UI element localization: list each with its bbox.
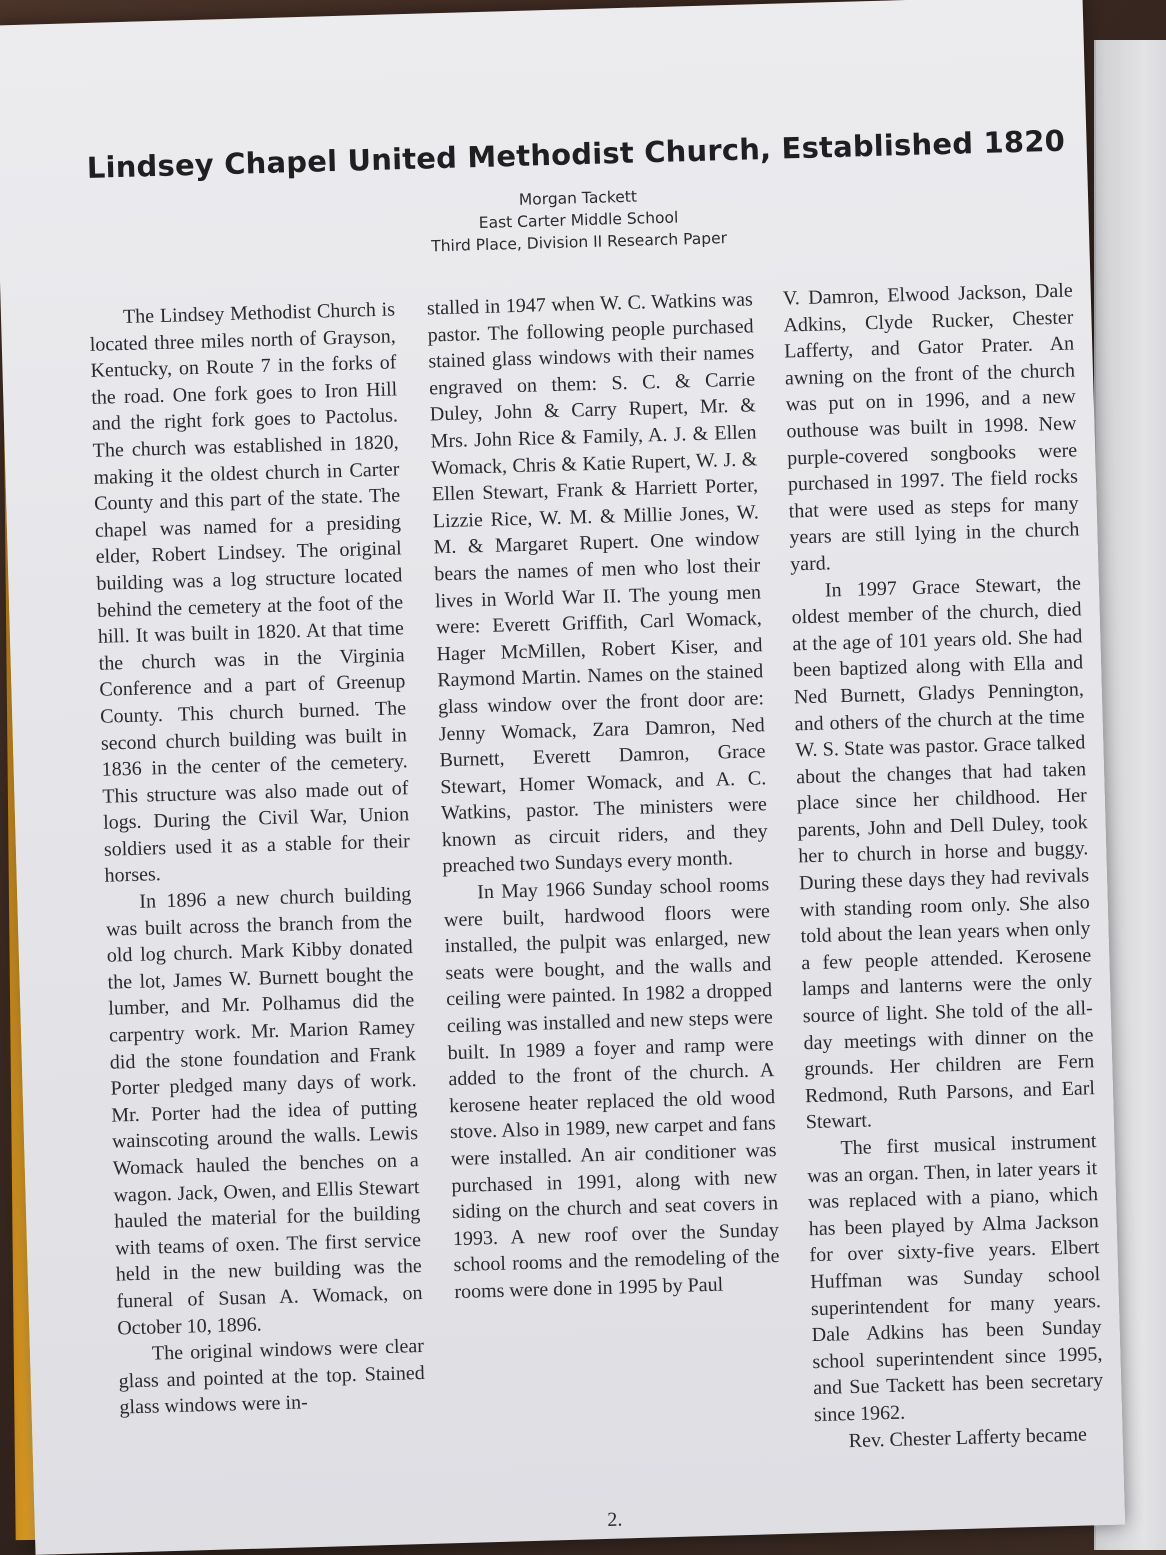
paragraph: The first musical instrument was an organ. Then, in later years it was replaced with a piano, which has been played by Alma Jackson for over sixty-five years. Elbert Huffman was Sunday school superintendent for many years. Dale Adkins has been Sunday school superintendent since 1995, and Sue Tackett has been secretary since 1962. [806, 1130, 1104, 1427]
paragraph: In 1997 Grace Stewart, the oldest member of the church, died at the age of 101 years old. She had been baptized along with Ella and Ned Burnett, Gladys Pennington, and others of the church at the time W. S. State was pastor. Grace talked about the changes that had taken place since her childhood. Her parents, John and Dell Duley, took her to church in horse and buggy. During these days they had revivals with standing room only. She also told about the lean years when only a few people attended. Kerosene lamps and lanterns were the only source of light. She told of the all-day meetings with dinner on the grounds. Her children are Fern Redmond, Ruth Parsons, and Earl Stewart. [791, 571, 1096, 1134]
paragraph: V. Damron, Elwood Jackson, Dale Adkins, Clyde Rucker, Chester Lafferty, and Gator Prater. An awning on the front of the church was put on in 1996, and a new outhouse was built in 1998. New purple-covered songbooks were purchased in 1997. The field rocks that were used as steps for many years are still lying in the church yard. [782, 279, 1080, 576]
page-number: 2. [607, 1508, 623, 1531]
text-column-1 [89, 296, 426, 1421]
paragraph: The Lindsey Methodist Church is located three miles north of Grayson, Kentucky, on Route 7 in the forks of the road. One fork goes to Iron Hill and the right fork goes to Pactolus. The church was established in 1820, making it the oldest church in Carter County and this part of the state. The chapel was named for a presiding elder, Robert Lindsey. The original building was a log structure located behind the cemetery at the foot of the hill. It was built in 1820. At that time the church was in the Virginia Conference and a part of Greenup County. This church burned. The second church building was built in 1836 in the center of the cemetery. This structure was also made out of logs. During the Civil War, Union soldiers used it as a stable for their horses. [89, 298, 411, 888]
byline [418, 183, 740, 258]
article-title: Lindsey Chapel United Methodist Church, Established 1820 [86, 123, 1066, 185]
award-line: Third Place, Division II Research Paper [431, 229, 728, 256]
paragraph: In 1896 a new church building was built across the branch from the old log church. Mark Kibby donated the lot, James W. Burnett bought the lumber, and Mr. Polhamus did the carpentry work. Mr. Marion Ramey did the stone foundation and Frank Porter pledged many days of work. Mr. Porter had the idea of putting wainscoting around the walls. Lewis Womack hauled the benches on a wagon. Jack, Owen, and Ellis Stewart hauled the material for the building with teams of oxen. The first service held in the new building was the funeral of Susan A. Womack, on October 10, 1896. [105, 883, 423, 1340]
paragraph: The original windows were clear glass and pointed at the top. Stained glass windows were in- [118, 1335, 425, 1419]
author-name: Morgan Tackett [518, 187, 638, 209]
paragraph: stalled in 1947 when W. C. Watkins was pastor. The following people purchased stained glass windows with their names engraved on them: S. C. & Carrie Duley, John & Carry Rupert, Mr. & Mrs. John Rice & Family, A. J. & Ellen Womack, Chris & Katie Rupert, W. J. & Ellen Stewart, Frank & Harriett Porter, Lizzie Rice, W. M. & Millie Jones, W. M. & Margaret Rupert. One window bears the names of men who lost their lives in World War II. The young men were: Everett Griffith, Carl Womack, Hager McMillen, Robert Kiser, and Raymond Martin. Names on the stained glass window over the front door are: Jenny Womack, Zara Damron, Ned Burnett, Everett Damron, Grace Stewart, Homer Womack, and A. C. Watkins, pastor. The ministers were known as circuit riders, and they preached two Sundays every month. [426, 288, 768, 878]
paragraph: In May 1966 Sunday school rooms were built, hardwood floors were installed, the pulpit was enlarged, new seats were bought, and the walls and ceiling were painted. In 1982 a dropped ceiling was installed and new steps were built. In 1989 a foyer and ramp were added to the front of the church. A kerosene heater replaced the old wood stove. Also in 1989, new carpet and fans were installed. An air conditioner was purchased in 1991, along with new siding on the church and seat covers in 1993. A new roof over the Sunday school rooms and the remodeling of the rooms were done in 1995 by Paul [443, 873, 780, 1304]
paragraph: Rev. Chester Lafferty became [848, 1423, 1088, 1452]
text-column-2 [427, 286, 781, 1305]
text-column-3 [782, 277, 1105, 1455]
school-name: East Carter Middle School [478, 208, 679, 233]
